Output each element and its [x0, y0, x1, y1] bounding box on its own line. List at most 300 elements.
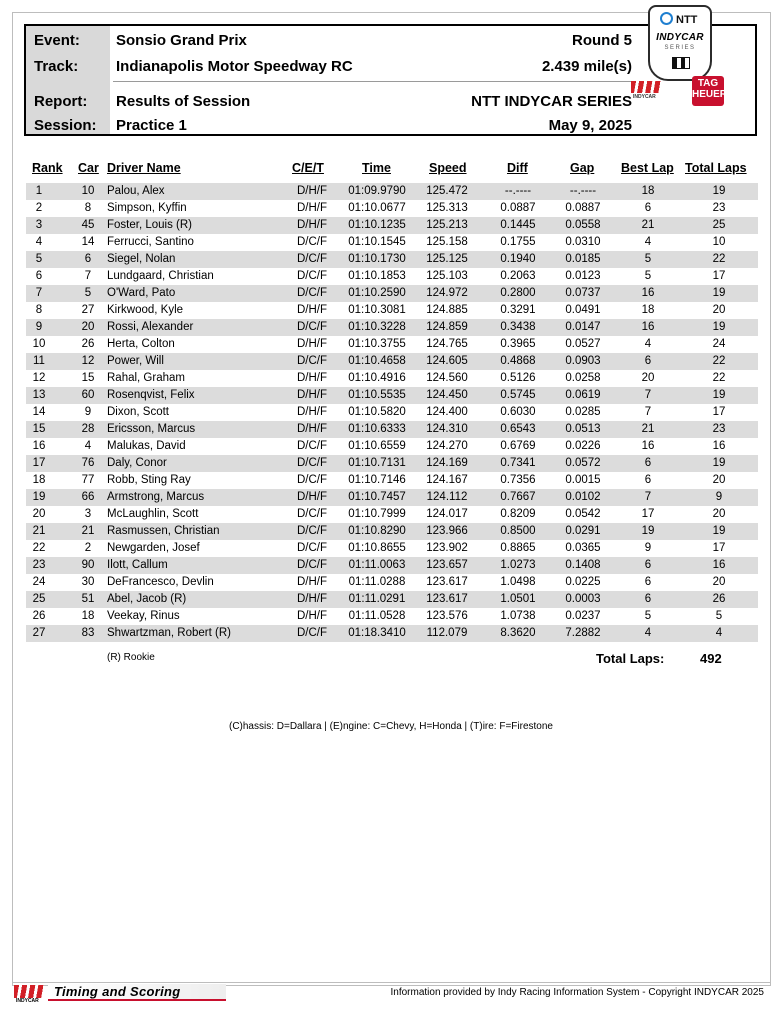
rank-cell: 1: [35, 185, 43, 197]
driver-name-cell: Foster, Louis (R): [107, 219, 192, 231]
car-number-cell: 83: [81, 627, 95, 639]
table-row: [26, 353, 758, 370]
driver-name-cell: Robb, Sting Ray: [107, 474, 191, 486]
cet-cell: D/H/F: [296, 610, 328, 622]
car-number-cell: 20: [81, 321, 95, 333]
best-lap-cell: 16: [641, 321, 655, 333]
footer-copyright: Information provided by Indy Racing Information System - Copyright INDYCAR 2025: [390, 987, 764, 998]
diff-cell: 0.3291: [500, 304, 536, 316]
total-laps-cell: 20: [712, 304, 726, 316]
col-best-lap: Best Lap: [621, 161, 674, 175]
lap-time-cell: 01:10.3228: [348, 321, 406, 333]
rank-cell: 12: [32, 372, 46, 384]
cet-cell: D/C/F: [296, 440, 328, 452]
best-lap-cell: 20: [641, 372, 655, 384]
total-laps-cell: 17: [712, 270, 726, 282]
speed-cell: 124.859: [426, 321, 468, 333]
cet-cell: D/C/F: [296, 525, 328, 537]
table-row: [26, 455, 758, 472]
cet-cell: D/H/F: [296, 185, 328, 197]
gap-cell: 0.0123: [565, 270, 601, 282]
driver-name-cell: Dixon, Scott: [107, 406, 169, 418]
rank-cell: 10: [32, 338, 46, 350]
car-number-cell: 76: [81, 457, 95, 469]
cet-cell: D/C/F: [296, 474, 328, 486]
cet-cell: D/C/F: [296, 508, 328, 520]
best-lap-cell: 6: [644, 202, 652, 214]
tag-heuer-logo: TAG HEUER: [692, 76, 724, 106]
diff-cell: 1.0498: [500, 576, 536, 588]
cet-cell: D/C/F: [296, 236, 328, 248]
table-row: [26, 336, 758, 353]
cet-cell: D/H/F: [296, 219, 328, 231]
rank-cell: 16: [32, 440, 46, 452]
speed-cell: 125.472: [426, 185, 468, 197]
cet-cell: D/H/F: [296, 576, 328, 588]
rank-cell: 4: [35, 236, 43, 248]
car-number-cell: 2: [84, 542, 92, 554]
driver-name-cell: Armstrong, Marcus: [107, 491, 205, 503]
col-rank: Rank: [32, 161, 63, 175]
table-row: [26, 302, 758, 319]
cet-cell: D/C/F: [296, 321, 328, 333]
table-row: [26, 268, 758, 285]
cet-cell: D/H/F: [296, 423, 328, 435]
speed-cell: 124.765: [426, 338, 468, 350]
rank-cell: 22: [32, 542, 46, 554]
table-row: [26, 370, 758, 387]
rank-cell: 14: [32, 406, 46, 418]
total-laps-label: Total Laps:: [596, 651, 665, 666]
gap-cell: 0.0737: [565, 287, 601, 299]
table-row: [26, 625, 758, 642]
gap-cell: 0.0558: [565, 219, 601, 231]
lap-time-cell: 01:10.1853: [348, 270, 406, 282]
best-lap-cell: 18: [641, 304, 655, 316]
speed-cell: 125.313: [426, 202, 468, 214]
diff-cell: 0.2800: [500, 287, 536, 299]
ntt-indycar-series-logo: NTT INDYCAR SERIES: [648, 5, 714, 83]
lap-time-cell: 01:10.1545: [348, 236, 406, 248]
table-row: [26, 608, 758, 625]
diff-cell: 0.1445: [500, 219, 536, 231]
speed-cell: 123.902: [426, 542, 468, 554]
table-row: [26, 591, 758, 608]
table-row: [26, 506, 758, 523]
driver-name-cell: Shwartzman, Robert (R): [107, 627, 231, 639]
cet-cell: D/H/F: [296, 406, 328, 418]
driver-name-cell: Newgarden, Josef: [107, 542, 200, 554]
lap-time-cell: 01:09.9790: [348, 185, 406, 197]
lap-time-cell: 01:10.5535: [348, 389, 406, 401]
gap-cell: 0.0903: [565, 355, 601, 367]
best-lap-cell: 4: [644, 236, 652, 248]
lap-time-cell: 01:10.4916: [348, 372, 406, 384]
driver-name-cell: Lundgaard, Christian: [107, 270, 214, 282]
table-row: [26, 387, 758, 404]
car-number-cell: 14: [81, 236, 95, 248]
rank-cell: 26: [32, 610, 46, 622]
best-lap-cell: 5: [644, 270, 652, 282]
driver-name-cell: Ilott, Callum: [107, 559, 168, 571]
speed-cell: 125.125: [426, 253, 468, 265]
lap-time-cell: 01:10.2590: [348, 287, 406, 299]
total-laps-cell: 19: [712, 321, 726, 333]
total-laps-cell: 22: [712, 355, 726, 367]
cet-cell: D/H/F: [296, 372, 328, 384]
best-lap-cell: 17: [641, 508, 655, 520]
speed-cell: 125.213: [426, 219, 468, 231]
cet-cell: D/C/F: [296, 355, 328, 367]
lap-time-cell: 01:10.1235: [348, 219, 406, 231]
car-number-cell: 30: [81, 576, 95, 588]
best-lap-cell: 6: [644, 593, 652, 605]
driver-name-cell: Kirkwood, Kyle: [107, 304, 184, 316]
rank-cell: 25: [32, 593, 46, 605]
gap-cell: 0.0102: [565, 491, 601, 503]
car-number-cell: 51: [81, 593, 95, 605]
diff-cell: 0.5745: [500, 389, 536, 401]
speed-cell: 124.450: [426, 389, 468, 401]
rank-cell: 7: [35, 287, 43, 299]
speed-cell: 125.158: [426, 236, 468, 248]
rank-cell: 6: [35, 270, 43, 282]
diff-cell: 0.7667: [500, 491, 536, 503]
gap-cell: 0.0572: [565, 457, 601, 469]
total-laps-cell: 5: [715, 610, 723, 622]
car-number-cell: 4: [84, 440, 92, 452]
round-number: Round 5: [572, 32, 632, 49]
gap-cell: 0.0147: [565, 321, 601, 333]
car-number-cell: 26: [81, 338, 95, 350]
diff-cell: 0.8500: [500, 525, 536, 537]
lap-time-cell: 01:10.1730: [348, 253, 406, 265]
speed-cell: 124.169: [426, 457, 468, 469]
rank-cell: 5: [35, 253, 43, 265]
diff-cell: 0.3965: [500, 338, 536, 350]
cet-cell: D/C/F: [296, 542, 328, 554]
table-row: [26, 557, 758, 574]
best-lap-cell: 4: [644, 338, 652, 350]
driver-name-cell: Veekay, Rinus: [107, 610, 180, 622]
col-time: Time: [362, 161, 391, 175]
best-lap-cell: 6: [644, 474, 652, 486]
rank-cell: 3: [35, 219, 43, 231]
table-row: [26, 285, 758, 302]
session-label: Session:: [34, 117, 97, 134]
best-lap-cell: 21: [641, 219, 655, 231]
total-laps-cell: 19: [712, 287, 726, 299]
diff-cell: 0.6769: [500, 440, 536, 452]
gap-cell: 0.0619: [565, 389, 601, 401]
track-length: 2.439 mile(s): [541, 58, 632, 75]
total-laps-cell: 10: [712, 236, 726, 248]
cet-cell: D/H/F: [296, 593, 328, 605]
lap-time-cell: 01:11.0288: [348, 576, 406, 588]
best-lap-cell: 19: [641, 525, 655, 537]
driver-name-cell: Rossi, Alexander: [107, 321, 194, 333]
total-laps-cell: 19: [712, 525, 726, 537]
total-laps-cell: 16: [712, 559, 726, 571]
best-lap-cell: 16: [641, 287, 655, 299]
table-row: [26, 574, 758, 591]
timing-and-scoring-logo: INDYCAR Timing and Scoring: [14, 984, 226, 1002]
driver-name-cell: Abel, Jacob (R): [107, 593, 187, 605]
car-number-cell: 9: [84, 406, 92, 418]
diff-cell: 0.6543: [500, 423, 536, 435]
table-row: [26, 523, 758, 540]
driver-name-cell: Siegel, Nolan: [107, 253, 176, 265]
speed-cell: 124.112: [426, 491, 468, 503]
gap-cell: 0.0015: [565, 474, 601, 486]
cet-cell: D/H/F: [296, 389, 328, 401]
speed-cell: 124.310: [426, 423, 468, 435]
lap-time-cell: 01:10.4658: [348, 355, 406, 367]
lap-time-cell: 01:11.0528: [348, 610, 406, 622]
ntt-power-icon: [660, 12, 673, 25]
rank-cell: 18: [32, 474, 46, 486]
cet-cell: D/H/F: [296, 491, 328, 503]
lap-time-cell: 01:10.3081: [348, 304, 406, 316]
rank-cell: 11: [33, 355, 45, 367]
gap-cell: 0.0258: [565, 372, 601, 384]
cet-cell: D/C/F: [296, 270, 328, 282]
lap-time-cell: 01:10.7146: [348, 474, 406, 486]
best-lap-cell: 7: [644, 491, 652, 503]
cet-cell: D/H/F: [296, 338, 328, 350]
rank-cell: 27: [32, 627, 46, 639]
driver-name-cell: McLaughlin, Scott: [107, 508, 199, 520]
cet-cell: D/C/F: [296, 253, 328, 265]
cet-cell: D/C/F: [296, 559, 328, 571]
rank-cell: 13: [32, 389, 46, 401]
diff-cell: 0.8209: [500, 508, 536, 520]
table-row: [26, 540, 758, 557]
table-row: [26, 472, 758, 489]
best-lap-cell: 6: [644, 355, 652, 367]
car-number-cell: 66: [81, 491, 95, 503]
car-number-cell: 77: [81, 474, 95, 486]
diff-cell: 8.3620: [500, 627, 536, 639]
table-row: [26, 438, 758, 455]
gap-cell: 0.0365: [565, 542, 601, 554]
speed-cell: 124.885: [426, 304, 468, 316]
lap-time-cell: 01:10.7457: [348, 491, 406, 503]
best-lap-cell: 6: [644, 576, 652, 588]
lap-time-cell: 01:11.0291: [348, 593, 406, 605]
best-lap-cell: 21: [641, 423, 655, 435]
report-label: Report:: [34, 93, 88, 110]
lap-time-cell: 01:10.7999: [348, 508, 406, 520]
total-laps-cell: 22: [712, 253, 726, 265]
car-number-cell: 21: [81, 525, 95, 537]
gap-cell: 0.0887: [565, 202, 601, 214]
total-laps-cell: 20: [712, 508, 726, 520]
speed-cell: 124.270: [426, 440, 468, 452]
event-label: Event:: [34, 32, 80, 49]
rank-cell: 8: [35, 304, 43, 316]
total-laps-value: 492: [700, 651, 722, 666]
col-car: Car: [78, 161, 99, 175]
car-number-cell: 28: [81, 423, 95, 435]
table-row: [26, 319, 758, 336]
speed-cell: 124.605: [426, 355, 468, 367]
col-driver: Driver Name: [107, 161, 181, 175]
gap-cell: 0.0237: [565, 610, 601, 622]
diff-cell: 0.1755: [500, 236, 536, 248]
speed-cell: 123.576: [426, 610, 468, 622]
total-laps-cell: 23: [712, 423, 726, 435]
total-laps-cell: 26: [712, 593, 726, 605]
best-lap-cell: 9: [644, 542, 652, 554]
cet-cell: D/C/F: [296, 627, 328, 639]
gap-cell: 0.0310: [565, 236, 601, 248]
gap-cell: 0.0185: [565, 253, 601, 265]
car-number-cell: 45: [81, 219, 95, 231]
driver-name-cell: Palou, Alex: [107, 185, 165, 197]
best-lap-cell: 6: [644, 559, 652, 571]
diff-cell: 1.0501: [500, 593, 536, 605]
lap-time-cell: 01:10.6333: [348, 423, 406, 435]
report-name: Results of Session: [116, 93, 251, 110]
car-number-cell: 90: [81, 559, 95, 571]
driver-name-cell: Rosenqvist, Felix: [107, 389, 195, 401]
car-number-cell: 8: [84, 202, 92, 214]
col-total-laps: Total Laps: [685, 161, 747, 175]
total-laps-cell: 19: [712, 457, 726, 469]
total-laps-cell: 23: [712, 202, 726, 214]
total-laps-cell: 25: [712, 219, 726, 231]
table-row: [26, 217, 758, 234]
speed-cell: 123.617: [426, 593, 468, 605]
lap-time-cell: 01:10.7131: [348, 457, 406, 469]
table-row: [26, 404, 758, 421]
car-number-cell: 27: [81, 304, 95, 316]
session-name: Practice 1: [116, 117, 187, 134]
best-lap-cell: 5: [644, 610, 652, 622]
diff-cell: 0.4868: [500, 355, 536, 367]
best-lap-cell: 4: [644, 627, 652, 639]
table-row: [26, 489, 758, 506]
driver-name-cell: Daly, Conor: [107, 457, 167, 469]
rank-cell: 2: [35, 202, 43, 214]
rank-cell: 23: [32, 559, 46, 571]
table-row: [26, 200, 758, 217]
gap-cell: 0.0003: [565, 593, 601, 605]
indycar-flag-icon: [14, 985, 44, 998]
track-name: Indianapolis Motor Speedway RC: [116, 58, 353, 75]
driver-name-cell: Ferrucci, Santino: [107, 236, 194, 248]
speed-cell: 112.079: [426, 627, 468, 639]
rank-cell: 15: [32, 423, 46, 435]
driver-name-cell: Simpson, Kyffin: [107, 202, 187, 214]
rank-cell: 24: [32, 576, 46, 588]
driver-name-cell: Herta, Colton: [107, 338, 175, 350]
driver-name-cell: O'Ward, Pato: [107, 287, 176, 299]
total-laps-cell: 17: [712, 406, 726, 418]
cet-cell: D/C/F: [296, 287, 328, 299]
total-laps-cell: 16: [712, 440, 726, 452]
total-laps-cell: 9: [715, 491, 723, 503]
col-speed: Speed: [429, 161, 467, 175]
driver-name-cell: Ericsson, Marcus: [107, 423, 196, 435]
diff-cell: 0.7356: [500, 474, 536, 486]
diff-cell: 0.5126: [500, 372, 536, 384]
gap-cell: 0.0226: [565, 440, 601, 452]
car-number-cell: 15: [81, 372, 95, 384]
driver-name-cell: Malukas, David: [107, 440, 186, 452]
speed-cell: 124.400: [426, 406, 468, 418]
diff-cell: 0.1940: [500, 253, 536, 265]
best-lap-cell: 16: [641, 440, 655, 452]
gap-cell: 0.0513: [565, 423, 601, 435]
best-lap-cell: 6: [644, 457, 652, 469]
diff-cell: 1.0273: [500, 559, 536, 571]
lap-time-cell: 01:10.0677: [348, 202, 406, 214]
total-laps-cell: 4: [715, 627, 723, 639]
gap-cell: 0.0542: [565, 508, 601, 520]
speed-cell: 123.657: [426, 559, 468, 571]
col-diff: Diff: [507, 161, 528, 175]
rank-cell: 19: [32, 491, 46, 503]
track-label: Track:: [34, 58, 79, 75]
car-number-cell: 6: [84, 253, 92, 265]
cet-legend: (C)hassis: D=Dallara | (E)ngine: C=Chevy, H=Honda | (T)ire: F=Firestone: [228, 721, 553, 732]
total-laps-cell: 17: [712, 542, 726, 554]
best-lap-cell: 7: [644, 389, 652, 401]
header-divider: [110, 26, 113, 134]
total-laps-cell: 22: [712, 372, 726, 384]
table-row: [26, 183, 758, 200]
session-date: May 9, 2025: [548, 117, 632, 134]
speed-cell: 124.560: [426, 372, 468, 384]
cet-cell: D/C/F: [296, 457, 328, 469]
diff-cell: --.----: [504, 185, 532, 197]
table-row: [26, 421, 758, 438]
rookie-note: (R) Rookie: [107, 652, 155, 663]
car-number-cell: 18: [81, 610, 95, 622]
lap-time-cell: 01:10.8290: [348, 525, 406, 537]
car-number-cell: 3: [84, 508, 92, 520]
total-laps-cell: 19: [712, 185, 726, 197]
gap-cell: --.----: [569, 185, 597, 197]
gap-cell: 7.2882: [565, 627, 601, 639]
gap-cell: 0.0527: [565, 338, 601, 350]
driver-name-cell: Rahal, Graham: [107, 372, 185, 384]
total-laps-cell: 20: [712, 576, 726, 588]
car-number-cell: 12: [81, 355, 95, 367]
best-lap-cell: 5: [644, 253, 652, 265]
table-row: [26, 251, 758, 268]
lap-time-cell: 01:11.0063: [348, 559, 406, 571]
header-separator-line: [113, 81, 633, 82]
speed-cell: 124.017: [426, 508, 468, 520]
total-laps-cell: 19: [712, 389, 726, 401]
diff-cell: 0.7341: [500, 457, 536, 469]
diff-cell: 0.6030: [500, 406, 536, 418]
driver-name-cell: Rasmussen, Christian: [107, 525, 220, 537]
indycar-flag-logo: INDYCAR: [631, 79, 661, 103]
lap-time-cell: 01:10.5820: [348, 406, 406, 418]
speed-cell: 124.972: [426, 287, 468, 299]
series-name: NTT INDYCAR SERIES: [471, 93, 632, 110]
lap-time-cell: 01:10.6559: [348, 440, 406, 452]
diff-cell: 0.8865: [500, 542, 536, 554]
car-number-cell: 7: [84, 270, 92, 282]
best-lap-cell: 7: [644, 406, 652, 418]
speed-cell: 123.966: [426, 525, 468, 537]
gap-cell: 0.0291: [565, 525, 601, 537]
